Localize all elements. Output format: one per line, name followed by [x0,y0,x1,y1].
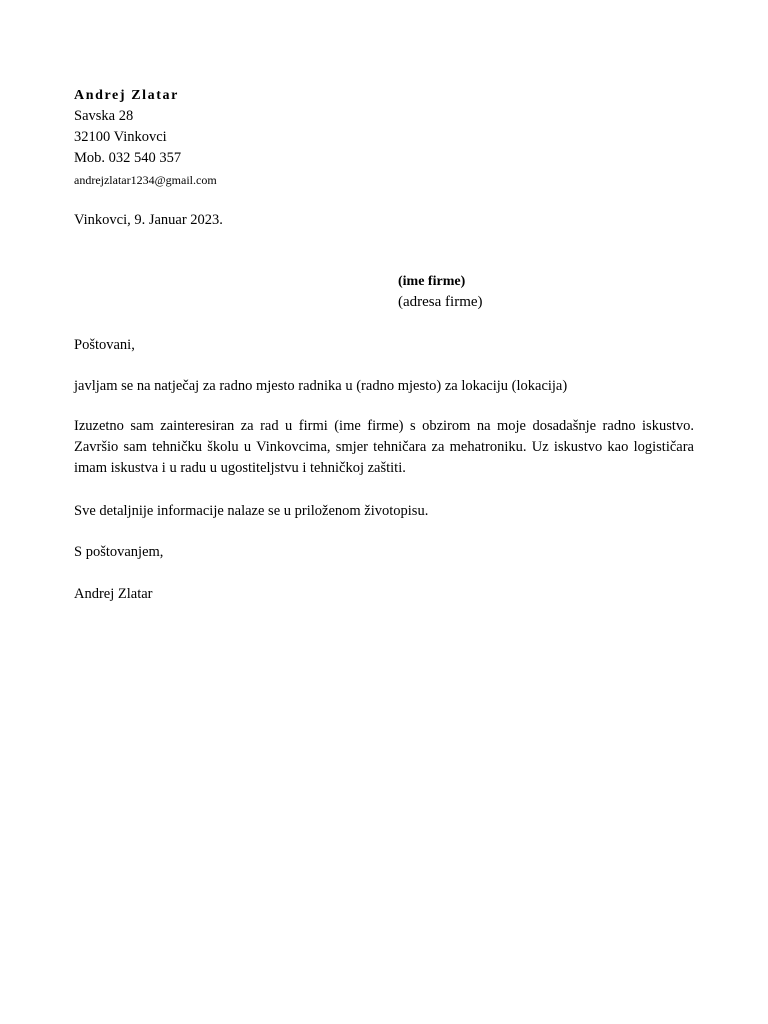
closing-info: Sve detaljnije informacije nalaze se u priloženom životopisu. [74,503,429,519]
greeting: Poštovani, [74,337,135,353]
signoff: S poštovanjem, [74,544,164,560]
recipient-company: (ime firme) [398,274,466,289]
sender-name: Andrej Zlatar [74,88,179,103]
sender-email: andrejzlatar1234@gmail.com [74,173,217,187]
signature-name: Andrej Zlatar [74,586,153,602]
letter-date: Vinkovci, 9. Januar 2023. [74,212,223,228]
sender-street: Savska 28 [74,108,134,124]
body-paragraph: Izuzetno sam zainteresiran za rad u firmi (ime firme) s obzirom na moje dosadašnje radno iskustvo. Završio sam tehničku školu u Vinkovcima, smjer tehničara za mehatroniku. Uz iskustvo kao logističara imam iskustva i u radu u ugostiteljstvu i tehničkoj zaštiti. [74,418,694,476]
recipient-address: (adresa firme) [398,294,483,310]
sender-phone: Mob. 032 540 357 [74,150,182,166]
intro-line: javljam se na natječaj za radno mjesto radnika u (radno mjesto) za lokaciju (lokacija) [74,378,568,394]
sender-city: 32100 Vinkovci [74,129,167,145]
